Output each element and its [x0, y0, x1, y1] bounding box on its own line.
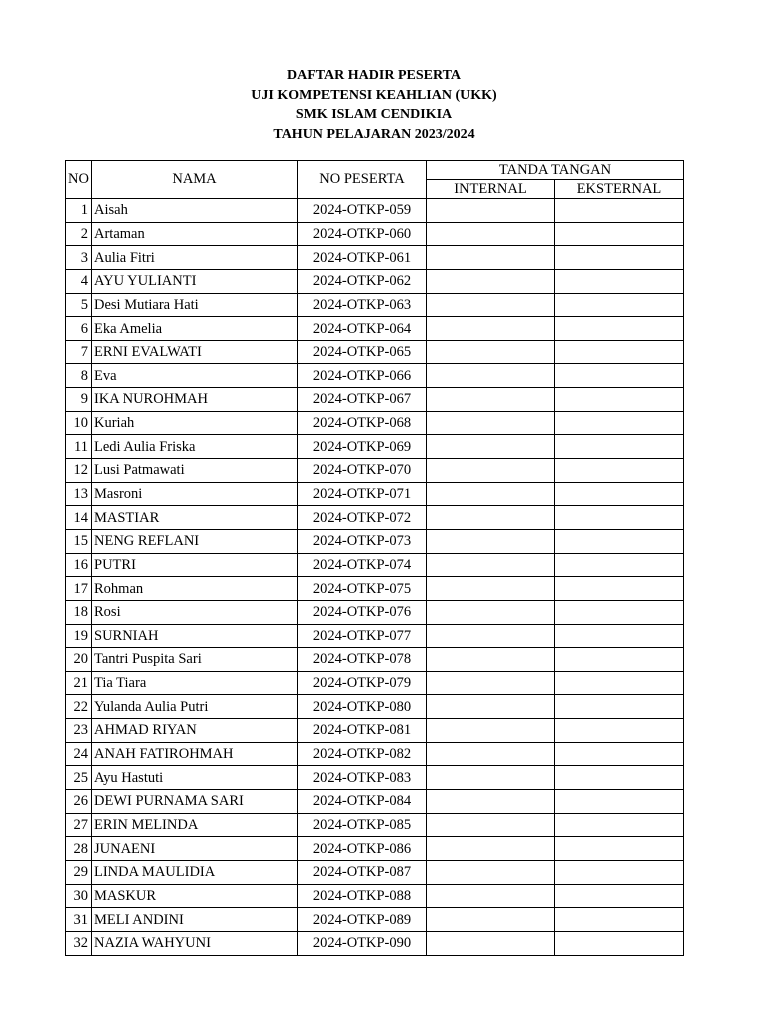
- signature-internal[interactable]: [427, 908, 555, 932]
- row-number: 3: [66, 246, 92, 270]
- row-number: 29: [66, 860, 92, 884]
- table-row: [66, 719, 684, 743]
- participant-name: Aisah: [92, 199, 298, 223]
- signature-internal[interactable]: [427, 837, 555, 861]
- table-row: [66, 766, 684, 790]
- participant-number: 2024-OTKP-061: [298, 246, 427, 270]
- signature-eksternal[interactable]: [555, 790, 684, 814]
- participant-name: Aulia Fitri: [92, 246, 298, 270]
- signature-eksternal[interactable]: [555, 222, 684, 246]
- signature-internal[interactable]: [427, 482, 555, 506]
- participant-number: 2024-OTKP-084: [298, 790, 427, 814]
- signature-eksternal[interactable]: [555, 719, 684, 743]
- participant-number: 2024-OTKP-063: [298, 293, 427, 317]
- participant-number: 2024-OTKP-085: [298, 813, 427, 837]
- signature-internal[interactable]: [427, 813, 555, 837]
- table-row: [66, 199, 684, 223]
- participant-number: 2024-OTKP-089: [298, 908, 427, 932]
- participant-number: 2024-OTKP-065: [298, 340, 427, 364]
- row-number: 22: [66, 695, 92, 719]
- signature-internal[interactable]: [427, 293, 555, 317]
- participant-number: 2024-OTKP-077: [298, 624, 427, 648]
- row-number: 32: [66, 931, 92, 955]
- signature-internal[interactable]: [427, 766, 555, 790]
- participant-number: 2024-OTKP-086: [298, 837, 427, 861]
- participant-name: MASTIAR: [92, 506, 298, 530]
- row-number: 24: [66, 742, 92, 766]
- participant-number: 2024-OTKP-068: [298, 411, 427, 435]
- row-number: 9: [66, 388, 92, 412]
- signature-internal[interactable]: [427, 246, 555, 270]
- table-row: [66, 742, 684, 766]
- participant-number: 2024-OTKP-079: [298, 671, 427, 695]
- participant-name: LINDA MAULIDIA: [92, 860, 298, 884]
- table-row: [66, 435, 684, 459]
- participant-name: Tantri Puspita Sari: [92, 648, 298, 672]
- signature-internal[interactable]: [427, 364, 555, 388]
- row-number: 27: [66, 813, 92, 837]
- signature-eksternal[interactable]: [555, 742, 684, 766]
- signature-eksternal[interactable]: [555, 459, 684, 483]
- participant-name: Desi Mutiara Hati: [92, 293, 298, 317]
- row-number: 23: [66, 719, 92, 743]
- signature-eksternal[interactable]: [555, 671, 684, 695]
- row-number: 5: [66, 293, 92, 317]
- signature-internal[interactable]: [427, 553, 555, 577]
- participant-number: 2024-OTKP-083: [298, 766, 427, 790]
- participant-name: AYU YULIANTI: [92, 269, 298, 293]
- participant-name: Yulanda Aulia Putri: [92, 695, 298, 719]
- signature-eksternal[interactable]: [555, 293, 684, 317]
- table-row: [66, 600, 684, 624]
- signature-internal[interactable]: [427, 695, 555, 719]
- participant-number: 2024-OTKP-069: [298, 435, 427, 459]
- row-number: 25: [66, 766, 92, 790]
- participant-number: 2024-OTKP-073: [298, 529, 427, 553]
- signature-eksternal[interactable]: [555, 246, 684, 270]
- signature-eksternal[interactable]: [555, 908, 684, 932]
- participant-name: Eka Amelia: [92, 317, 298, 341]
- signature-eksternal[interactable]: [555, 364, 684, 388]
- row-number: 2: [66, 222, 92, 246]
- signature-eksternal[interactable]: [555, 600, 684, 624]
- row-number: 30: [66, 884, 92, 908]
- row-number: 21: [66, 671, 92, 695]
- row-number: 28: [66, 837, 92, 861]
- signature-eksternal[interactable]: [555, 199, 684, 223]
- row-number: 26: [66, 790, 92, 814]
- signature-eksternal[interactable]: [555, 340, 684, 364]
- signature-eksternal[interactable]: [555, 529, 684, 553]
- row-number: 31: [66, 908, 92, 932]
- header-tanda-tangan: TANDA TANGAN: [427, 161, 684, 180]
- table-row: [66, 813, 684, 837]
- participant-name: AHMAD RIYAN: [92, 719, 298, 743]
- signature-internal[interactable]: [427, 199, 555, 223]
- title-line-3: SMK ISLAM CENDIKIA: [295, 107, 453, 122]
- participant-name: Tia Tiara: [92, 671, 298, 695]
- signature-eksternal[interactable]: [555, 435, 684, 459]
- signature-internal[interactable]: [427, 459, 555, 483]
- participant-number: 2024-OTKP-080: [298, 695, 427, 719]
- table-row: [66, 364, 684, 388]
- participant-name: JUNAENI: [92, 837, 298, 861]
- row-number: 16: [66, 553, 92, 577]
- row-number: 14: [66, 506, 92, 530]
- participant-number: 2024-OTKP-067: [298, 388, 427, 412]
- signature-eksternal[interactable]: [555, 482, 684, 506]
- row-number: 13: [66, 482, 92, 506]
- participant-name: NAZIA WAHYUNI: [92, 931, 298, 955]
- table-row: [66, 246, 684, 270]
- signature-eksternal[interactable]: [555, 931, 684, 955]
- signature-internal[interactable]: [427, 411, 555, 435]
- participant-number: 2024-OTKP-072: [298, 506, 427, 530]
- table-row: [66, 931, 684, 955]
- table-row: [66, 553, 684, 577]
- signature-internal[interactable]: [427, 435, 555, 459]
- header-eksternal: EKSTERNAL: [555, 180, 684, 199]
- table-row: [66, 269, 684, 293]
- signature-eksternal[interactable]: [555, 813, 684, 837]
- row-number: 4: [66, 269, 92, 293]
- participant-number: 2024-OTKP-087: [298, 860, 427, 884]
- participant-number: 2024-OTKP-059: [298, 199, 427, 223]
- row-number: 12: [66, 459, 92, 483]
- header-no: NO: [66, 161, 92, 199]
- participant-number: 2024-OTKP-081: [298, 719, 427, 743]
- table-row: [66, 293, 684, 317]
- table-row: [66, 837, 684, 861]
- signature-internal[interactable]: [427, 648, 555, 672]
- participant-name: NENG REFLANI: [92, 529, 298, 553]
- participant-name: ERNI EVALWATI: [92, 340, 298, 364]
- participant-name: Eva: [92, 364, 298, 388]
- table-row: [66, 388, 684, 412]
- row-number: 8: [66, 364, 92, 388]
- participant-name: IKA NUROHMAH: [92, 388, 298, 412]
- signature-eksternal[interactable]: [555, 388, 684, 412]
- participant-name: Kuriah: [92, 411, 298, 435]
- participant-name: Ayu Hastuti: [92, 766, 298, 790]
- table-row: [66, 671, 684, 695]
- signature-internal[interactable]: [427, 269, 555, 293]
- signature-eksternal[interactable]: [555, 648, 684, 672]
- signature-eksternal[interactable]: [555, 695, 684, 719]
- signature-eksternal[interactable]: [555, 269, 684, 293]
- signature-internal[interactable]: [427, 317, 555, 341]
- signature-eksternal[interactable]: [555, 577, 684, 601]
- participant-number: 2024-OTKP-090: [298, 931, 427, 955]
- participant-name: ANAH FATIROHMAH: [92, 742, 298, 766]
- table-row: [66, 695, 684, 719]
- title-line-2: UJI KOMPETENSI KEAHLIAN (UKK): [251, 87, 497, 103]
- table-row: [66, 529, 684, 553]
- participant-name: Artaman: [92, 222, 298, 246]
- title-line-4: TAHUN PELAJARAN 2023/2024: [273, 126, 475, 142]
- table-row: [66, 860, 684, 884]
- signature-internal[interactable]: [427, 719, 555, 743]
- signature-internal[interactable]: [427, 884, 555, 908]
- participant-name: SURNIAH: [92, 624, 298, 648]
- signature-internal[interactable]: [427, 931, 555, 955]
- row-number: 6: [66, 317, 92, 341]
- table-body: [66, 199, 684, 956]
- participant-name: ERIN MELINDA: [92, 813, 298, 837]
- title-line-1: DAFTAR HADIR PESERTA: [286, 68, 461, 83]
- row-number: 11: [66, 435, 92, 459]
- header-internal: INTERNAL: [427, 180, 555, 199]
- participant-number: 2024-OTKP-075: [298, 577, 427, 601]
- participant-name: Masroni: [92, 482, 298, 506]
- participant-name: MASKUR: [92, 884, 298, 908]
- signature-internal[interactable]: [427, 577, 555, 601]
- signature-internal[interactable]: [427, 506, 555, 530]
- signature-eksternal[interactable]: [555, 884, 684, 908]
- participant-name: Lusi Patmawati: [92, 459, 298, 483]
- table-row: [66, 317, 684, 341]
- signature-internal[interactable]: [427, 671, 555, 695]
- signature-eksternal[interactable]: [555, 837, 684, 861]
- header-no-peserta: NO PESERTA: [298, 161, 427, 199]
- participant-name: Ledi Aulia Friska: [92, 435, 298, 459]
- participant-number: 2024-OTKP-078: [298, 648, 427, 672]
- signature-eksternal[interactable]: [555, 624, 684, 648]
- row-number: 20: [66, 648, 92, 672]
- table-row: [66, 624, 684, 648]
- signature-internal[interactable]: [427, 600, 555, 624]
- table-row: [66, 648, 684, 672]
- signature-internal[interactable]: [427, 388, 555, 412]
- row-number: 1: [66, 199, 92, 223]
- participant-number: 2024-OTKP-064: [298, 317, 427, 341]
- participant-number: 2024-OTKP-071: [298, 482, 427, 506]
- participant-name: DEWI PURNAMA SARI: [92, 790, 298, 814]
- participant-number: 2024-OTKP-076: [298, 600, 427, 624]
- table-row: [66, 884, 684, 908]
- table-row: [66, 459, 684, 483]
- participant-number: 2024-OTKP-070: [298, 459, 427, 483]
- row-number: 17: [66, 577, 92, 601]
- participant-name: Rosi: [92, 600, 298, 624]
- row-number: 10: [66, 411, 92, 435]
- row-number: 18: [66, 600, 92, 624]
- signature-eksternal[interactable]: [555, 766, 684, 790]
- signature-eksternal[interactable]: [555, 317, 684, 341]
- participant-number: 2024-OTKP-082: [298, 742, 427, 766]
- table-row: [66, 222, 684, 246]
- signature-internal[interactable]: [427, 624, 555, 648]
- signature-eksternal[interactable]: [555, 411, 684, 435]
- signature-internal[interactable]: [427, 742, 555, 766]
- participant-name: PUTRI: [92, 553, 298, 577]
- participant-number: 2024-OTKP-060: [298, 222, 427, 246]
- attendance-table: [65, 160, 684, 956]
- signature-internal[interactable]: [427, 790, 555, 814]
- table-row: [66, 340, 684, 364]
- table-row: [66, 790, 684, 814]
- table-row: [66, 908, 684, 932]
- table-header: [66, 161, 684, 199]
- signature-internal[interactable]: [427, 222, 555, 246]
- row-number: 7: [66, 340, 92, 364]
- table-row: [66, 482, 684, 506]
- participant-name: MELI ANDINI: [92, 908, 298, 932]
- document-title: [0, 66, 748, 144]
- header-nama: NAMA: [92, 161, 298, 199]
- signature-eksternal[interactable]: [555, 506, 684, 530]
- participant-name: Rohman: [92, 577, 298, 601]
- participant-number: 2024-OTKP-066: [298, 364, 427, 388]
- participant-number: 2024-OTKP-088: [298, 884, 427, 908]
- signature-internal[interactable]: [427, 340, 555, 364]
- row-number: 19: [66, 624, 92, 648]
- signature-internal[interactable]: [427, 529, 555, 553]
- signature-internal[interactable]: [427, 860, 555, 884]
- table-row: [66, 506, 684, 530]
- participant-number: 2024-OTKP-074: [298, 553, 427, 577]
- table-row: [66, 411, 684, 435]
- row-number: 15: [66, 529, 92, 553]
- table-row: [66, 577, 684, 601]
- participant-number: 2024-OTKP-062: [298, 269, 427, 293]
- signature-eksternal[interactable]: [555, 553, 684, 577]
- signature-eksternal[interactable]: [555, 860, 684, 884]
